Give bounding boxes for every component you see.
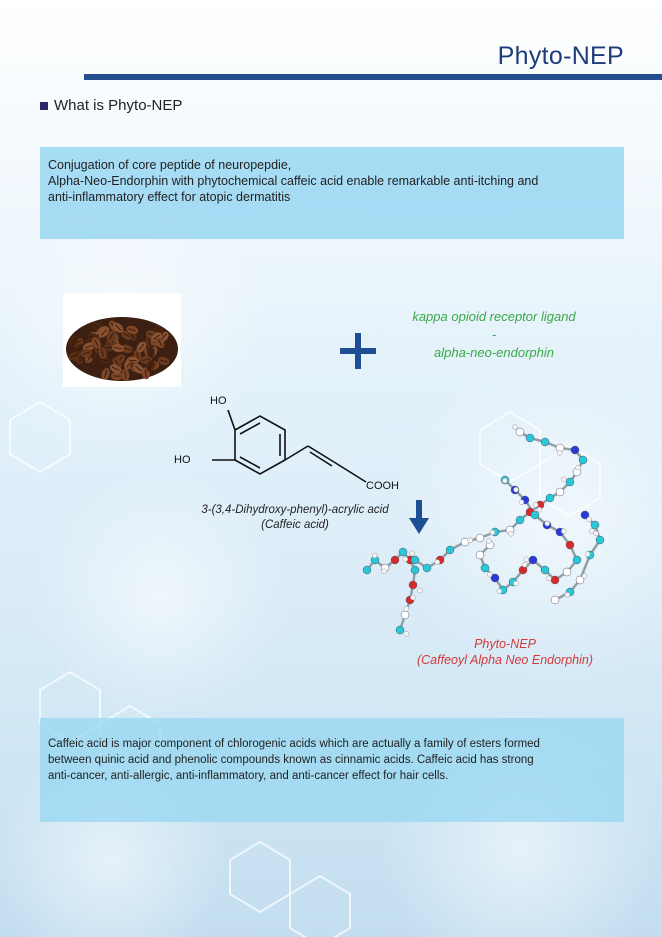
- section-heading: [40, 97, 182, 114]
- section-heading-text: What is Phyto-NEP: [54, 97, 183, 114]
- description-line: between quinic acid and phenolic compounds known as cinnamic acids. Caffeic acid has strong: [48, 754, 534, 766]
- ho-left-label: HO: [174, 454, 191, 466]
- square-bullet-icon: [40, 102, 48, 110]
- ligand-label: [380, 308, 608, 362]
- product-subtitle: (Caffeoyl Alpha Neo Endorphin): [416, 653, 594, 667]
- description-line: anti-cancer, anti-allergic, anti-inflammatory, and anti-cancer effect for hair cells.: [48, 770, 449, 782]
- ligand-dash: -: [491, 327, 497, 342]
- page-title: Phyto-NEP: [497, 42, 624, 70]
- cooh-label: COOH: [366, 480, 399, 492]
- intro-line: Conjugation of core peptide of neuropepdie,: [48, 158, 292, 172]
- product-caption: [400, 636, 610, 668]
- product-name: Phyto-NEP: [474, 637, 536, 651]
- coffee-beans-image: [63, 293, 181, 387]
- ligand-line: kappa opioid receptor ligand: [412, 309, 576, 324]
- caffeic-caption-line: (Caffeic acid): [261, 519, 329, 531]
- description-line: Caffeic acid is major component of chlorogenic acids which are actually a family of esters formed: [48, 738, 540, 750]
- intro-line: Alpha-Neo-Endorphin with phytochemical caffeic acid enable remarkable anti-itching and: [48, 174, 539, 188]
- ligand-line: alpha-neo-endorphin: [434, 345, 554, 360]
- phyto-nep-molecule-model: [355, 420, 615, 640]
- title-rule: [84, 74, 662, 80]
- intro-line: anti-inflammatory effect for atopic dermatitis: [48, 190, 291, 204]
- plus-icon: [340, 333, 376, 369]
- intro-box: [40, 147, 624, 239]
- description-box: [40, 718, 624, 822]
- caffeic-caption-line: 3-(3,4-Dihydroxy-phenyl)-acrylic acid: [201, 504, 389, 516]
- ho-top-label: HO: [210, 395, 227, 407]
